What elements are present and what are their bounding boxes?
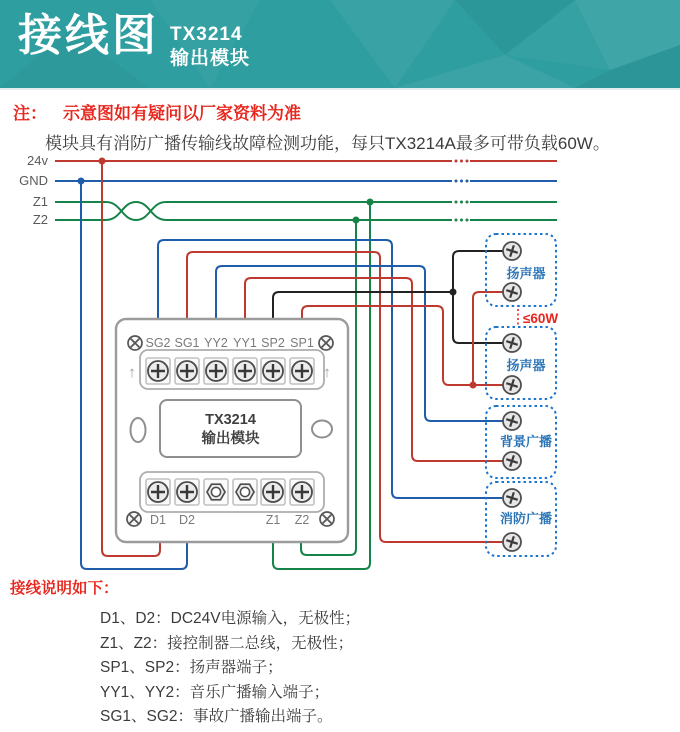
screw-terminal-icon	[146, 479, 170, 505]
terminal-label-sg2: SG2	[145, 336, 171, 350]
screw-terminal-icon	[261, 358, 285, 384]
module	[116, 319, 348, 542]
module-model: TX3214	[205, 412, 256, 428]
junction-gnd	[78, 178, 85, 185]
note-body: 模块具有消防广播传输线故障检测功能，每只TX3214A最多可带负载60W。	[45, 134, 610, 153]
device-screw-icon	[503, 489, 521, 507]
junction-sp2	[450, 289, 457, 296]
screw-terminal-icon	[204, 358, 228, 384]
junction-sp1	[470, 382, 477, 389]
terminal-label-z1: Z1	[265, 513, 281, 527]
terminal-label-z2: Z2	[294, 513, 310, 527]
bus-lines	[55, 160, 557, 222]
note-block	[13, 99, 668, 154]
device-screw-icon	[503, 412, 521, 430]
bus-label-gnd: GND	[19, 173, 48, 188]
bus-label-24v: 24v	[27, 153, 48, 168]
hex-terminal-icon	[204, 479, 228, 505]
bus-labels	[19, 153, 48, 227]
header-model-number: TX3214	[170, 24, 243, 45]
screw-terminal-icon	[146, 358, 170, 384]
bus-wire-z2	[55, 202, 557, 220]
junction-z2	[353, 217, 360, 224]
load-limit-label: ≤60W	[523, 311, 559, 326]
terminal-label-sg1: SG1	[174, 336, 200, 350]
instruction-item: D1、D2：DC24V电源输入，无极性；	[100, 610, 361, 627]
corner-screw-icon	[127, 512, 141, 526]
note-label: 注：	[13, 104, 47, 123]
bus-label-z2: Z2	[32, 212, 48, 227]
header-model-block	[170, 23, 250, 71]
terminal-label-yy1: YY1	[233, 336, 257, 350]
screw-terminal-icon	[175, 358, 199, 384]
device-label-background-broadcast: 背景广播	[499, 434, 553, 449]
junction-24v	[99, 158, 106, 165]
header-model-type: 输出模块	[170, 48, 251, 69]
page-title: 接线图	[18, 11, 159, 60]
bus-continuation-dots	[455, 160, 469, 222]
up-arrow-icon: ↑	[128, 364, 136, 381]
device-label-speaker-2: 扬声器	[506, 358, 546, 373]
device-label-speaker-1: 扬声器	[506, 266, 546, 281]
terminal-label-d1: D1	[150, 513, 166, 527]
screw-terminal-icon	[233, 358, 257, 384]
screw-terminal-icon	[290, 479, 314, 505]
instruction-item: SG1、SG2：事故广播输出端子。	[100, 708, 333, 726]
instructions-heading: 接线说明如下：	[10, 580, 119, 597]
module-type: 输出模块	[201, 431, 260, 447]
terminal-label-sp2: SP2	[261, 336, 285, 350]
screw-terminal-icon	[261, 479, 285, 505]
terminal-label-sp1: SP1	[290, 336, 314, 350]
device-screw-icon	[503, 376, 521, 394]
bus-wire-z1	[55, 202, 557, 220]
terminal-label-yy2: YY2	[204, 336, 228, 350]
corner-screw-icon	[319, 336, 333, 350]
corner-screw-icon	[320, 512, 334, 526]
device-screw-icon	[503, 242, 521, 260]
device-screw-icon	[503, 283, 521, 301]
note-warning: 示意图如有疑问以厂家资料为准	[63, 104, 301, 123]
device-label-fire-broadcast: 消防广播	[499, 511, 553, 526]
instruction-item: Z1、Z2：接控制器二总线，无极性；	[100, 634, 354, 652]
instruction-list	[100, 607, 610, 730]
header-banner	[0, 0, 680, 90]
mounting-hole	[312, 421, 332, 438]
screw-terminal-icon	[290, 358, 314, 384]
junction-z1	[367, 199, 374, 206]
mounting-hole	[131, 418, 146, 442]
corner-screw-icon	[128, 336, 142, 350]
device-screw-icon	[503, 452, 521, 470]
device-screw-icon	[503, 334, 521, 352]
instruction-item: YY1、YY2：音乐广播输入端子；	[100, 683, 330, 701]
bus-label-z1: Z1	[32, 194, 48, 209]
instruction-item: SP1、SP2：扬声器端子；	[100, 659, 283, 677]
module-nameplate	[160, 400, 301, 457]
device-screw-icon	[503, 533, 521, 551]
hex-terminal-icon	[233, 479, 257, 505]
terminal-label-d2: D2	[179, 513, 195, 527]
wiring-instructions	[10, 576, 610, 730]
device-boxes	[486, 234, 558, 556]
note-warning-line	[13, 99, 668, 124]
up-arrow-icon: ↑	[323, 364, 331, 381]
screw-terminal-icon	[175, 479, 199, 505]
